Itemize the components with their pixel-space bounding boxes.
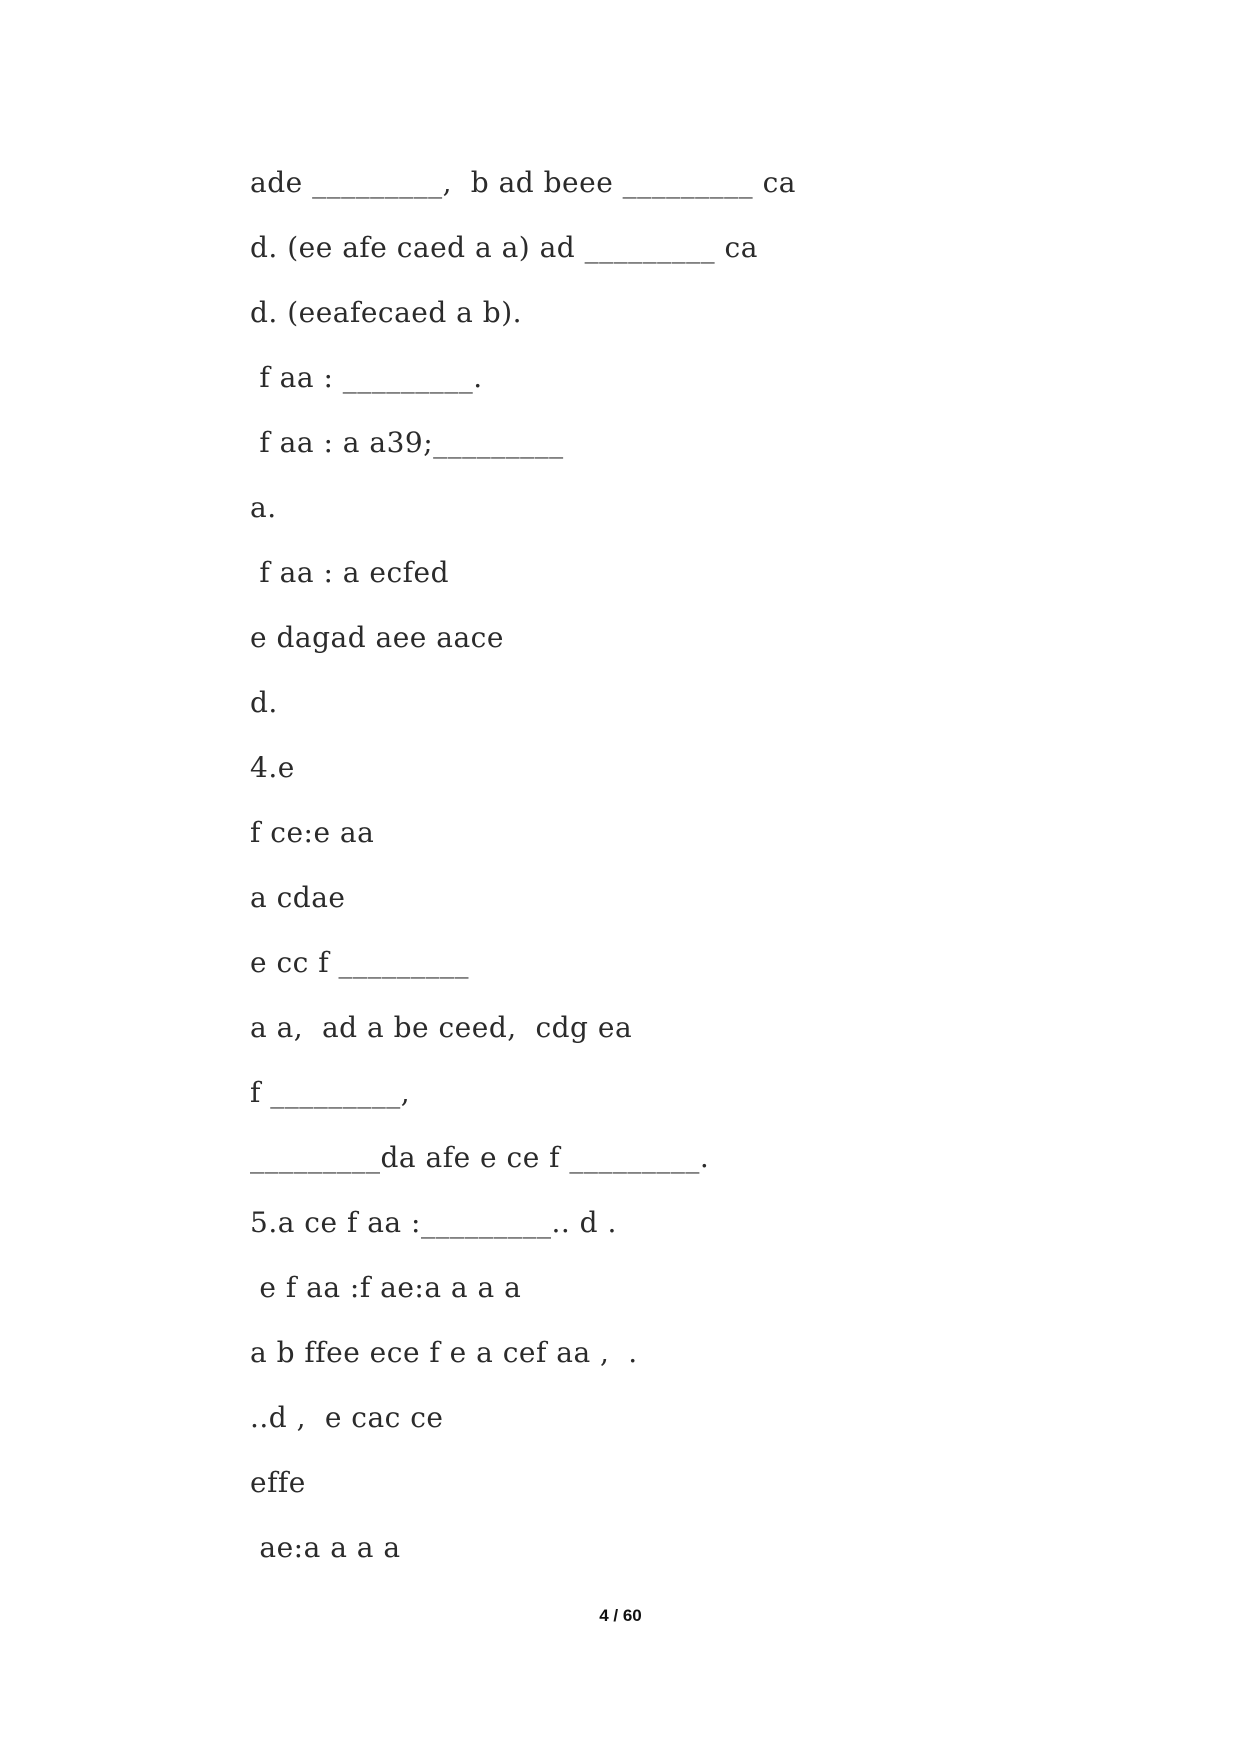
text-line: f aa : _________. [250,361,483,394]
text-line: a. [250,491,277,524]
text-line: ..d , e cac ce [250,1401,444,1434]
text-line: f _________, [250,1076,411,1109]
page-number: 4 / 60 [599,1606,642,1625]
document-body [250,160,1110,1590]
text-line: f aa : a a39;_________ [250,426,564,459]
text-line: 5.a ce f aa :_________.. d . [250,1206,617,1239]
text-line: d. (ee afe caed a a) ad _________ ca [250,231,758,264]
text-line: e f aa :f ae:a a a a [250,1271,522,1304]
text-line: e dagad aee aace [250,621,504,654]
text-line: f ce:e aa [250,816,375,849]
text-line: ade _________, b ad beee _________ ca [250,166,796,199]
text-line: a cdae [250,881,346,914]
text-line: a b ffee ece f e a cef aa , . [250,1336,638,1369]
text-line: 4.e [250,751,295,784]
text-line: a a, ad a be ceed, cdg ea [250,1011,633,1044]
text-line: d. [250,686,278,719]
text-line: _________da afe e ce f _________. [250,1141,710,1174]
text-line: ae:a a a a [250,1531,401,1564]
text-line: f aa : a ecfed [250,556,449,589]
text-line: d. (eeafecaed a b). [250,296,523,329]
text-line: effe [250,1466,306,1499]
text-line: e cc f _________ [250,946,469,979]
